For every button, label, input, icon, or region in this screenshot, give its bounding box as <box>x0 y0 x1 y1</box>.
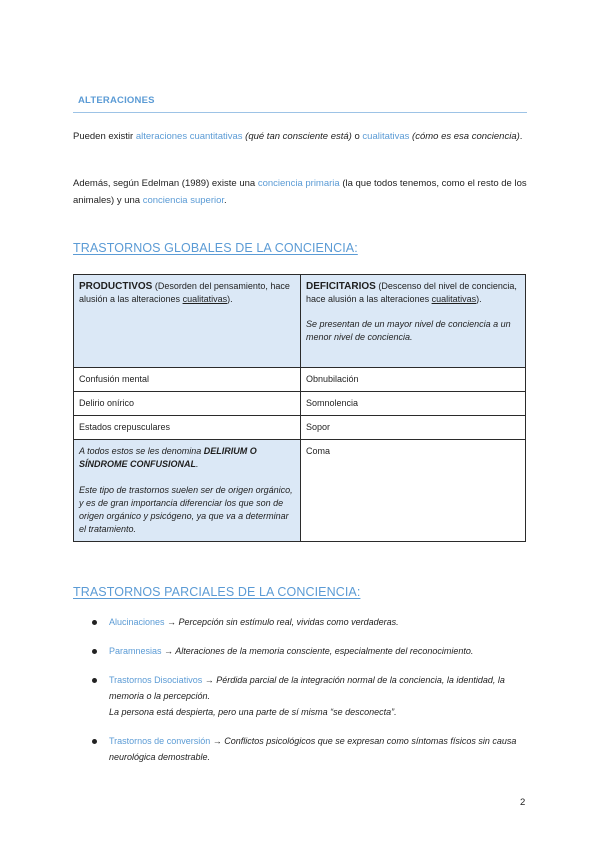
highlight-term: conciencia superior <box>142 195 225 206</box>
table-row <box>74 392 526 416</box>
text-run: . <box>196 459 199 469</box>
text-run: (Descenso del nivel de conciencia, hace alusión a las alteraciones <box>306 281 517 304</box>
list-item <box>92 614 532 630</box>
global-disorders-table <box>73 274 526 542</box>
spacer <box>79 471 295 484</box>
list-item <box>92 643 532 659</box>
highlight-term: conciencia primaria <box>257 178 340 189</box>
partial-disorders-title: TRASTORNOS PARCIALES DE LA CONCIENCIA: <box>73 585 361 599</box>
list-item-description: → Percepción sin estímulo real, vividas como verdaderas. <box>164 617 399 627</box>
text-run: . <box>519 131 523 142</box>
productive-title: PRODUCTIVOS <box>79 281 153 292</box>
text-run: ). <box>476 294 482 304</box>
bullet-icon <box>92 678 97 683</box>
list-item-description: → Pérdida parcial de la integración normal de la conciencia, la identidad, la memoria o la percepción. <box>109 675 505 701</box>
table-row <box>74 440 526 542</box>
bullet-icon <box>92 649 97 654</box>
section-divider <box>73 112 527 113</box>
table-cell: Confusión mental <box>74 368 301 392</box>
bullet-icon <box>92 620 97 625</box>
global-disorders-title: TRASTORNOS GLOBALES DE LA CONCIENCIA: <box>73 241 358 255</box>
text-run: ). <box>227 294 233 304</box>
bullet-icon <box>92 739 97 744</box>
origin-note: Este tipo de trastornos suelen ser de origen orgánico, y es de gran importancia diferenciar los que son de origen orgánico y psicógeno, ya que va a determinar el tratamiento. <box>79 485 293 534</box>
table-cell: Somnolencia <box>301 392 526 416</box>
underlined-text: cualitativas <box>431 294 477 304</box>
intro-paragraph-1 <box>73 128 533 145</box>
table-cell: Coma <box>301 440 526 542</box>
text-run: Además, según Edelman (1989) existe una <box>73 178 258 189</box>
list-item-term: Trastornos de conversión <box>109 736 211 746</box>
delirium-note-cell <box>74 440 301 542</box>
list-item-description: → Conflictos psicológicos que se expresan como síntomas físicos sin causa neurológica demostrable. <box>109 736 517 762</box>
list-item <box>92 733 532 765</box>
highlight-term: alteraciones cuantitativas <box>135 131 243 142</box>
productive-header-cell <box>74 275 301 368</box>
table-cell: Estados crepusculares <box>74 416 301 440</box>
deficit-title: DEFICITARIOS <box>306 281 376 292</box>
text-run: o <box>351 131 363 142</box>
text-run: Pueden existir <box>73 131 136 142</box>
text-run: (Desorden del pensamiento, hace alusión a las alteraciones <box>79 281 290 304</box>
deficit-note: Se presentan de un mayor nivel de conciencia a un menor nivel de conciencia. <box>306 319 511 342</box>
italic-text: (cómo es esa conciencia) <box>412 131 520 142</box>
section-heading: ALTERACIONES <box>78 95 155 106</box>
text-run: (la que todos tenemos, como el resto de los animales) y una <box>73 178 527 206</box>
delirium-note-line <box>79 445 295 471</box>
highlight-term: cualitativas <box>362 131 410 142</box>
list-item <box>92 672 532 720</box>
list-item-term: Alucinaciones <box>109 617 165 627</box>
list-item-extra: La persona está despierta, pero una parte de sí misma “se desconecta”. <box>109 707 397 717</box>
table-header-row <box>74 275 526 368</box>
underlined-text: cualitativas <box>182 294 228 304</box>
table-cell: Delirio onírico <box>74 392 301 416</box>
italic-text: (qué tan consciente está) <box>245 131 352 142</box>
table-cell: Obnubilación <box>301 368 526 392</box>
bold-term: DELIRIUM O SÍNDROME CONFUSIONAL <box>79 446 257 469</box>
text-run: A todos estos se les denomina <box>79 446 204 456</box>
spacer <box>306 306 520 318</box>
table-row <box>74 416 526 440</box>
table-row <box>74 368 526 392</box>
list-item-term: Paramnesias <box>109 646 162 656</box>
list-item-description: → Alteraciones de la memoria consciente, especialmente del reconocimiento. <box>161 646 474 656</box>
deficit-header-cell <box>301 275 526 368</box>
text-run: . <box>224 195 227 206</box>
table-cell: Sopor <box>301 416 526 440</box>
partial-disorders-list <box>92 614 532 778</box>
intro-paragraph-2 <box>73 175 533 209</box>
list-item-term: Trastornos Disociativos <box>109 675 203 685</box>
page-number: 2 <box>520 797 526 808</box>
